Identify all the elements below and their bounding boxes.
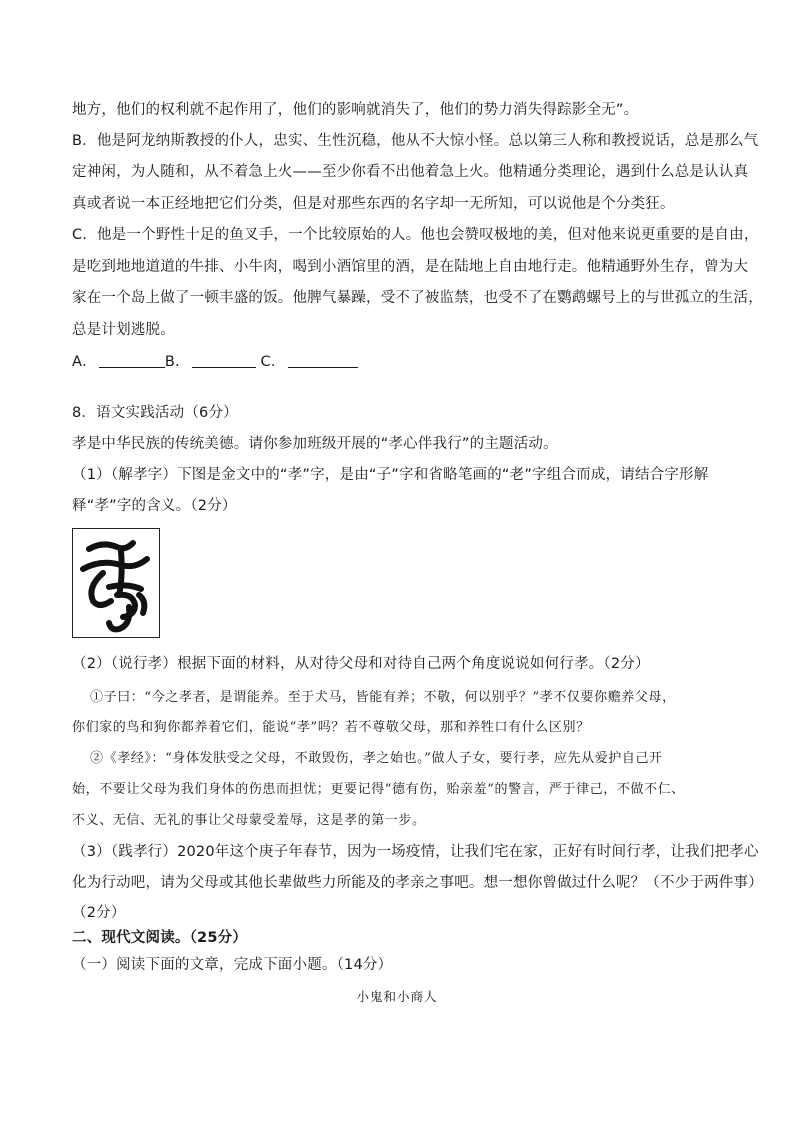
- q7-option-c-line3: 家在一个岛上做了一顿丰盛的饭。他脾气暴躁，受不了被监禁，也受不了在鹦鹉螺号上的与世孤立的生活，: [72, 290, 763, 306]
- q8-part1-line1: （1）（解孝字）下图是金文中的“孝”字，是由“子”字和省略笔画的“老”字组合而成，请结合字形解: [72, 467, 709, 483]
- answer-a-blank[interactable]: [99, 353, 165, 368]
- q8-part1-line2: 释“孝”字的含义。（2分）: [72, 498, 237, 514]
- q7-option-b-line2: 定神闲，为人随和，从不着急上火——至少你看不出他着急上火。他精通分类理论，遇到什么总是认认真: [72, 164, 749, 180]
- q8-part3-line1: （3）（践孝行）2020年这个庚子年春节，因为一场疫情，让我们宅在家，正好有时间行孝，让我们把孝心: [72, 844, 759, 860]
- q8-part3-line2: 化为行动吧，请为父母或其他长辈做些力所能及的孝亲之事吧。想一想你曾做过什么呢？（不少于两件事）: [72, 875, 763, 891]
- section2-heading: 二、现代文阅读。（25分）: [72, 930, 248, 946]
- q8-part3-line3: （2分）: [72, 905, 126, 921]
- q8-material2-line2: 始，不要让父母为我们身体的伤患而担忧；更要记得“德有伤，贻亲羞”的警言，严于律己，不做不仁、: [72, 782, 685, 797]
- q7-line-a-tail: 地方，他们的权利就不起作用了，他们的影响就消失了，他们的势力消失得踪影全无”。: [72, 102, 639, 118]
- q8-title: 8．语文实践活动（6分）: [72, 405, 238, 421]
- answer-b-blank[interactable]: [192, 353, 256, 368]
- q7-option-b-line1: B．他是阿龙纳斯教授的仆人，忠实、生性沉稳，他从不大惊小怪。总以第三人称和教授说话，总是那么气: [72, 133, 759, 149]
- section2-subheading: （一）阅读下面的文章，完成下面小题。（14分）: [72, 957, 393, 973]
- q7-option-c-line4: 总是计划逃脱。: [72, 322, 175, 338]
- q7-answer-row: [72, 352, 358, 372]
- q8-material2-line1: ②《孝经》：“身体发肤受之父母，不敢毁伤，孝之始也。”做人子女，要行孝，应先从爱护自己开: [90, 751, 663, 766]
- q7-option-c-line1: C．他是一个野性十足的鱼叉手，一个比较原始的人。他也会赞叹极地的美，但对他来说更重要的是自由，: [72, 227, 759, 243]
- q8-part2-title: （2）（说行孝）根据下面的材料，从对待父母和对待自己两个角度说说如何行孝。（2分）: [72, 656, 650, 672]
- answer-c-label: C．: [260, 354, 286, 370]
- q8-intro: 孝是中华民族的传统美德。请你参加班级开展的“孝心伴我行”的主题活动。: [72, 436, 558, 452]
- q8-material1-line2: 你们家的鸟和狗你都养着它们，能说“孝”吗？若不尊敬父母，那和养牲口有什么区别？: [72, 720, 590, 735]
- answer-c-blank[interactable]: [288, 353, 358, 368]
- q7-option-b-line3: 真或者说一本正经地把它们分类，但是对那些东西的名字却一无所知，可以说他是个分类狂。: [72, 196, 675, 212]
- q7-option-c-line2: 是吃到地地道道的牛排、小牛肉，喝到小酒馆里的酒，是在陆地上自由地行走。他精通野外生存，曾为大: [72, 259, 749, 275]
- q8-material1-line1: ①子曰：“今之孝者，是谓能养。至于犬马，皆能有养；不敬，何以别乎？”孝不仅要你赡养父母，: [90, 690, 676, 705]
- bronze-script-xiao-image: [72, 528, 160, 638]
- answer-a-label: A．: [72, 354, 97, 370]
- q8-material2-line3: 不义、无信、无礼的事让父母蒙受羞辱，这是孝的第一步。: [72, 813, 426, 828]
- article-title: 小鬼和小商人: [356, 989, 438, 1004]
- seal-character-drawing: [73, 529, 159, 637]
- answer-b-label: B．: [164, 354, 190, 370]
